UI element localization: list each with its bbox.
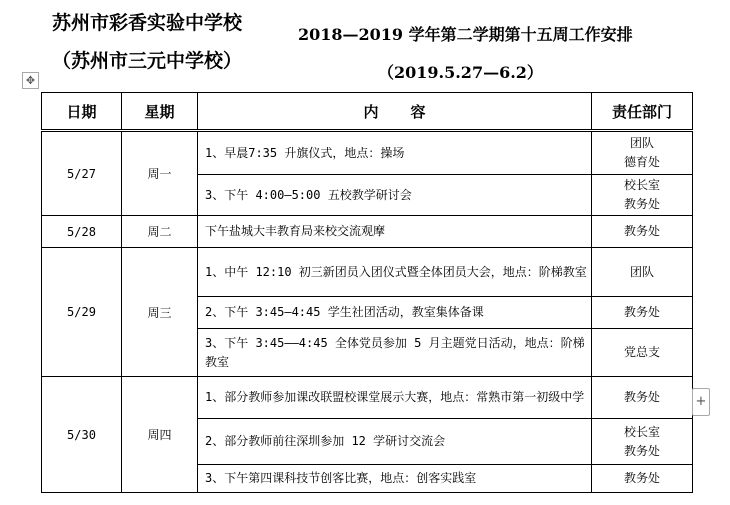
col-header-weekday: 星期 bbox=[122, 93, 198, 131]
content-cell: 下午盐城大丰教育局来校交流观摩 bbox=[198, 216, 592, 248]
dept-line: 团队 bbox=[629, 264, 654, 279]
table-move-handle-icon[interactable]: ✥ bbox=[22, 72, 39, 89]
dept-cell bbox=[592, 419, 693, 465]
dept-cell bbox=[592, 329, 693, 377]
table-row bbox=[42, 248, 693, 297]
dept-line: 党总支 bbox=[623, 345, 660, 359]
content-cell: 1、中午 12:10 初三新团员入团仪式暨全体团员大会，地点：阶梯教室 bbox=[198, 248, 592, 297]
dept-cell bbox=[592, 465, 693, 493]
dept-cell bbox=[592, 377, 693, 419]
col-header-content bbox=[198, 93, 592, 131]
content-cell: 2、下午 3:45—4:45 学生社团活动，教室集体备课 bbox=[198, 297, 592, 329]
date-cell: 5/28 bbox=[42, 216, 122, 248]
date-cell: 5/27 bbox=[42, 131, 122, 216]
school-name: 苏州市彩香实验中学校 bbox=[52, 12, 243, 34]
dept-line: 团队 bbox=[629, 136, 654, 150]
dept-cell bbox=[592, 297, 693, 329]
dept-cell bbox=[592, 248, 693, 297]
dept-line: 校长室 bbox=[623, 424, 660, 439]
weekday-cell: 周四 bbox=[122, 377, 198, 493]
weekday-cell: 周二 bbox=[122, 216, 198, 248]
content-cell: 1、部分教师参加课改联盟校课堂展示大赛，地点：常熟市第一初级中学 bbox=[198, 377, 592, 419]
content-cell: 1、早晨7:35 升旗仪式，地点：操场 bbox=[198, 131, 592, 175]
dept-line: 德育处 bbox=[623, 155, 660, 169]
weekday-cell: 周三 bbox=[122, 248, 198, 377]
date-range: （2019.5.27—6.2） bbox=[378, 63, 543, 82]
dept-line: 教务处 bbox=[623, 305, 660, 319]
dept-line: 教务处 bbox=[623, 443, 660, 458]
dept-line: 教务处 bbox=[623, 390, 660, 404]
content-cell: 3、下午 3:45——4:45 全体党员参加 5 月主题党日活动，地点：阶梯教室 bbox=[198, 329, 592, 377]
dept-cell bbox=[592, 131, 693, 175]
content-cell: 2、部分教师前往深圳参加 12 学研讨交流会 bbox=[198, 419, 592, 465]
table-row bbox=[42, 216, 693, 248]
dept-cell bbox=[592, 175, 693, 216]
col-header-dept: 责任部门 bbox=[592, 93, 693, 131]
add-column-plus-icon[interactable]: + bbox=[692, 388, 710, 416]
content-cell: 3、下午第四课科技节创客比赛，地点：创客实践室 bbox=[198, 465, 592, 493]
date-cell: 5/30 bbox=[42, 377, 122, 493]
col-header-date: 日期 bbox=[42, 93, 122, 131]
table-row bbox=[42, 377, 693, 419]
dept-line: 教务处 bbox=[623, 471, 660, 485]
school-alt-name: （苏州市三元中学校） bbox=[52, 50, 243, 72]
col-header-content-label: 内容 bbox=[363, 102, 458, 121]
dept-line: 教务处 bbox=[623, 224, 660, 238]
content-cell: 3、下午 4:00—5:00 五校教学研讨会 bbox=[198, 175, 592, 216]
dept-cell bbox=[592, 216, 693, 248]
dept-line: 教务处 bbox=[623, 197, 660, 211]
table-row bbox=[42, 131, 693, 175]
dept-line: 校长室 bbox=[623, 178, 660, 192]
weekday-cell: 周一 bbox=[122, 131, 198, 216]
schedule-title: 2018—2019 学年第二学期第十五周工作安排 bbox=[298, 25, 633, 44]
header-row bbox=[42, 93, 693, 131]
schedule-table bbox=[41, 92, 693, 493]
date-cell: 5/29 bbox=[42, 248, 122, 377]
